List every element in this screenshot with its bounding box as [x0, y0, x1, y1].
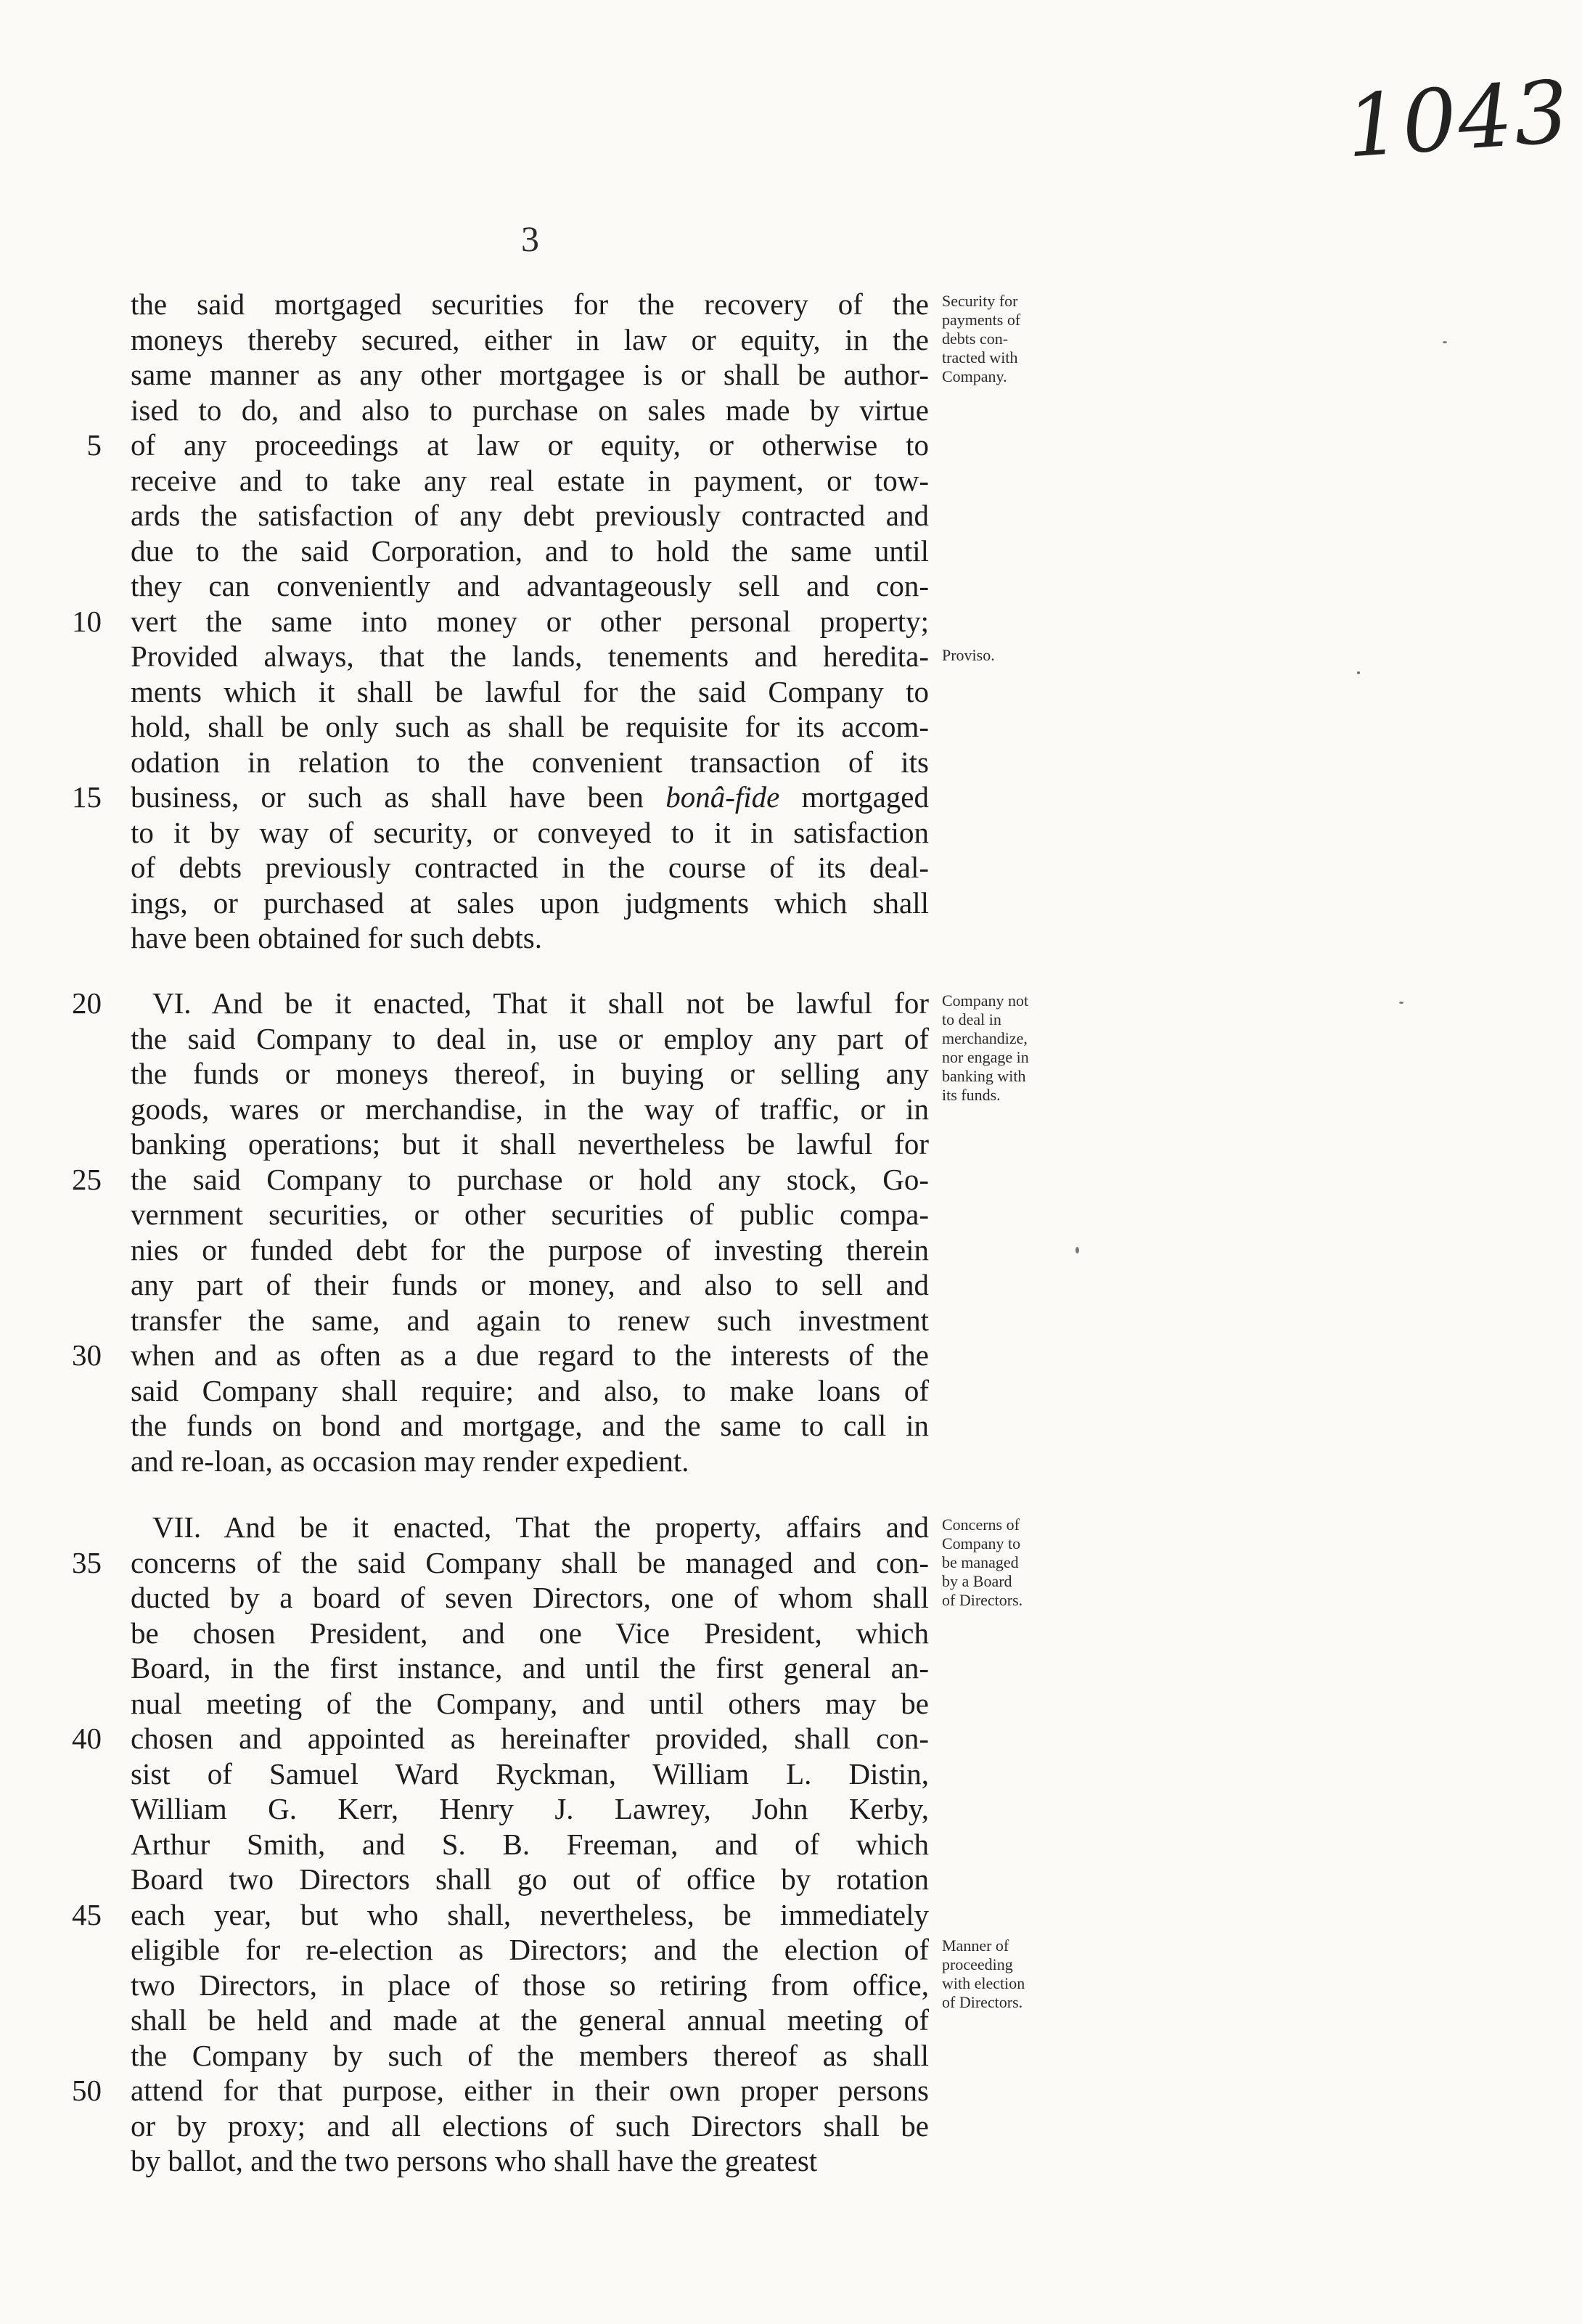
text-line: moneys thereby secured, either in law or equity, in the — [131, 322, 929, 356]
text-line: William G. Kerr, Henry J. Lawrey, John Kerby, — [131, 1792, 929, 1825]
margin-note-line: be managed — [942, 1553, 1019, 1571]
line-number: 50 — [72, 2074, 102, 2107]
margin-note — [942, 991, 1087, 1105]
line-number: 45 — [72, 1897, 102, 1931]
margin-note-line: Proviso. — [942, 646, 995, 664]
text-line: transfer the same, and again to renew such investment — [131, 1303, 929, 1337]
text-line: each year, but who shall, nevertheless, be immediately — [131, 1897, 929, 1931]
text-line: vernment securities, or other securities of public compa- — [131, 1198, 929, 1231]
text-line: the said mortgaged securities for the recovery of the — [131, 287, 929, 321]
text-line: shall be held and made at the general annual meeting of — [131, 2003, 929, 2037]
line-number: 10 — [72, 604, 102, 638]
text-line: Arthur Smith, and S. B. Freeman, and of which — [131, 1827, 929, 1861]
margin-note-line: proceeding — [942, 1955, 1013, 1973]
text-line: chosen and appointed as hereinafter provided, shall con- — [131, 1722, 929, 1755]
text-line: Provided always, that the lands, tenements and heredita- — [131, 639, 929, 673]
text-line: nual meeting of the Company, and until others may be — [131, 1686, 929, 1720]
margin-note-line: nor engage in — [942, 1048, 1029, 1066]
line-number: 5 — [86, 428, 102, 462]
text-line: the funds on bond and mortgage, and the same to call in — [131, 1409, 929, 1442]
text-line: be chosen President, and one Vice President, which — [131, 1616, 929, 1650]
text-line: the funds or moneys thereof, in buying or selling any — [131, 1057, 929, 1090]
line-number: 30 — [72, 1338, 102, 1372]
text-line: VII. And be it enacted, That the property, affairs and — [152, 1510, 929, 1544]
margin-note-line: tracted with — [942, 348, 1018, 367]
margin-note-line: of Directors. — [942, 1591, 1023, 1609]
text-line: goods, wares or merchandise, in the way of traffic, or in — [131, 1092, 929, 1126]
text-line: eligible for re-election as Directors; and the election of — [131, 1933, 929, 1966]
text-line: attend for that purpose, either in their own proper persons — [131, 2074, 929, 2107]
text-line: ards the satisfaction of any debt previously contracted and — [131, 499, 929, 532]
text-line: Board, in the first instance, and until the first general an- — [131, 1651, 929, 1685]
margin-note-line: Manner of — [942, 1936, 1009, 1955]
text-line: same manner as any other mortgagee is or shall be author- — [131, 358, 929, 391]
text-line: the said Company to purchase or hold any stock, Go- — [131, 1162, 929, 1196]
handwritten-folio-number: 1043 — [1343, 61, 1573, 177]
text-line: ings, or purchased at sales upon judgments which shall — [131, 885, 929, 920]
paper-speck — [1075, 1247, 1079, 1253]
text-line: Board two Directors shall go out of office by rotation — [131, 1862, 929, 1896]
text-line: and re-loan, as occasion may render expedient. — [131, 1444, 689, 1478]
margin-note — [942, 1515, 1087, 1610]
text-line: ducted by a board of seven Directors, one of whom shall — [131, 1581, 929, 1614]
margin-note-line: banking with — [942, 1067, 1026, 1085]
margin-note-line: by a Board — [942, 1572, 1012, 1590]
margin-note-line: Security for — [942, 292, 1018, 310]
text-line: odation in relation to the convenient transaction of its — [131, 745, 929, 779]
text-line: two Directors, in place of those so retiring from office, — [131, 1968, 929, 2002]
text-line: ised to do, and also to purchase on sales made by virtue — [131, 393, 929, 427]
line-number: 20 — [72, 986, 102, 1020]
text-line: nies or funded debt for the purpose of investing therein — [131, 1232, 929, 1267]
margin-note — [942, 1936, 1087, 2012]
text-line: when and as often as a due regard to the interests of the — [131, 1338, 929, 1372]
text-line: by ballot, and the two persons who shall have the greatest — [131, 2144, 818, 2177]
text-line: ments which it shall be lawful for the said Company to — [131, 674, 929, 708]
text-line: to it by way of security, or conveyed to it in satisfaction — [131, 815, 929, 849]
text-line: any part of their funds or money, and also to sell and — [131, 1268, 929, 1301]
line-number: 15 — [72, 780, 102, 814]
margin-note — [942, 646, 1087, 665]
text-line: the Company by such of the members thereof as shall — [131, 2038, 929, 2072]
text-line: concerns of the said Company shall be managed and con- — [131, 1545, 929, 1579]
page-number: 3 — [521, 218, 539, 259]
margin-note-line: debts con- — [942, 330, 1009, 348]
text-line: business, or such as shall have been bonâ-fide mortgaged — [131, 780, 929, 814]
margin-note-line: its funds. — [942, 1086, 1001, 1104]
margin-note-line: Company. — [942, 367, 1007, 385]
text-line: due to the said Corporation, and to hold the same until — [131, 533, 929, 568]
margin-note-line: merchandize, — [942, 1029, 1028, 1047]
text-line: banking operations; but it shall nevertheless be lawful for — [131, 1127, 929, 1161]
paper-speck — [1357, 671, 1360, 674]
text-line: or by proxy; and all elections of such Directors shall be — [131, 2108, 929, 2143]
text-line: the said Company to deal in, use or employ any part of — [131, 1021, 929, 1055]
text-line: vert the same into money or other personal property; — [131, 604, 929, 638]
margin-note — [942, 292, 1087, 386]
line-number: 35 — [72, 1545, 102, 1579]
line-number: 40 — [72, 1722, 102, 1755]
paper-speck — [1443, 341, 1447, 343]
margin-note-line: of Directors. — [942, 1993, 1023, 2011]
text-line: VI. And be it enacted, That it shall not be lawful for — [152, 986, 929, 1020]
margin-note-line: Company to — [942, 1534, 1021, 1552]
paper-speck — [1399, 1002, 1403, 1004]
margin-note-line: Company not — [942, 991, 1029, 1010]
text-line: of any proceedings at law or equity, or otherwise to — [131, 428, 929, 462]
text-line: sist of Samuel Ward Ryckman, William L. Distin, — [131, 1756, 929, 1791]
margin-note-line: to deal in — [942, 1010, 1001, 1028]
text-line: said Company shall require; and also, to make loans of — [131, 1373, 929, 1407]
line-number: 25 — [72, 1162, 102, 1196]
text-line: receive and to take any real estate in payment, or tow- — [131, 463, 929, 497]
text-line: of debts previously contracted in the course of its deal- — [131, 851, 929, 884]
text-line: have been obtained for such debts. — [131, 921, 542, 954]
margin-note-line: with election — [942, 1974, 1025, 1992]
text-line: they can conveniently and advantageously sell and con- — [131, 569, 929, 602]
margin-note-line: payments of — [942, 311, 1021, 329]
margin-note-line: Concerns of — [942, 1515, 1020, 1534]
text-line: hold, shall be only such as shall be requisite for its accom- — [131, 710, 929, 743]
